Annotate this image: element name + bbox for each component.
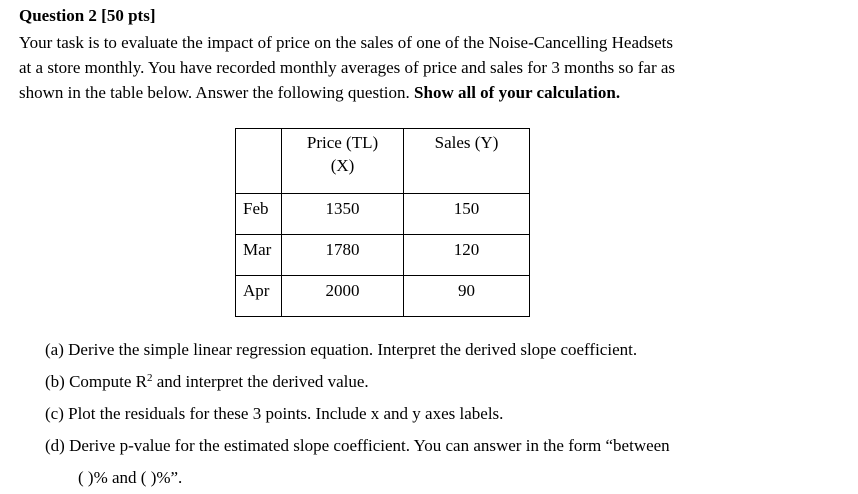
sales-cell: 120 [453,240,480,259]
month-cell: Apr [243,281,270,300]
price-cell: 1350 [325,199,360,218]
sales-cell: 90 [458,281,475,300]
month-cell: Mar [243,240,272,259]
question-b [45,366,670,398]
price-cell: 1780 [325,240,360,259]
table-header-row [236,129,530,194]
question-b-rest: and interpret the derived value. [152,372,369,391]
intro-line-3 [19,80,779,105]
question-a: (a) Derive the simple linear regression equation. Interpret the derived slope coefficient. [45,340,638,359]
question-heading: Question 2 [50 pts] [19,6,156,25]
r-squared-superscript: 2 [147,372,153,384]
question-intro [19,30,779,105]
intro-line-2: at a store monthly. You have recorded monthly averages of price and sales for 3 months so far as [19,58,676,77]
question-c: (c) Plot the residuals for these 3 points. Include x and y axes labels. [45,404,504,423]
header-price-symbol: (X) [330,156,355,175]
header-sales-label: Sales (Y) [434,133,499,152]
table-row [236,276,530,317]
header-sales [404,129,530,194]
intro-line-1: Your task is to evaluate the impact of price on the sales of one of the Noise-Cancelling Headsets [19,33,674,52]
question-b-text: (b) Compute R [45,372,147,391]
sales-cell: 150 [453,199,480,218]
header-price-label: Price (TL) [306,133,379,152]
table-row [236,235,530,276]
calculation-instruction: Show all of your calculation. [414,83,621,102]
question-d-continuation: ( )% and ( )%”. [78,468,183,487]
header-empty-cell [236,129,282,194]
price-sales-table [235,128,530,317]
price-cell: 2000 [325,281,360,300]
intro-line-3-text: shown in the table below. Answer the following question. [19,83,415,102]
sub-questions [45,334,670,494]
month-cell: Feb [243,199,269,218]
question-d: (d) Derive p-value for the estimated slope coefficient. You can answer in the form “between [45,436,670,455]
header-price [282,129,404,194]
table-row [236,194,530,235]
